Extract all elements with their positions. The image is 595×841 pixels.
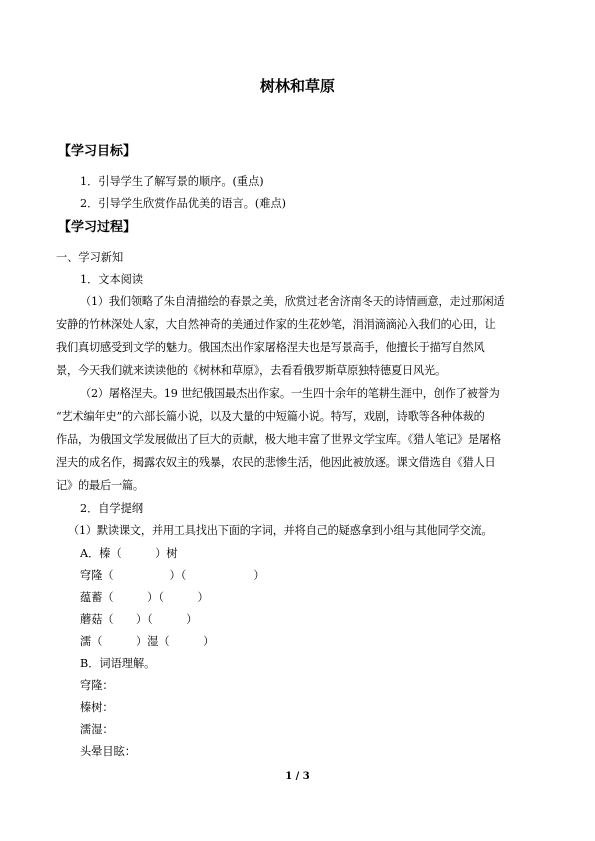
goal-item-1: 1．引导学生了解写景的顺序。(重点): [80, 175, 264, 188]
vocab-item-2: 穹隆（ ）（ ）: [80, 569, 265, 582]
word-meaning-item-4: 头晕目眩：: [80, 745, 136, 758]
paragraph-1-line-2: 安静的竹林深处人家，大自然神奇的美通过作家的生花妙笔，涓涓滴滴沁入我们的心田，让: [56, 318, 496, 331]
process-heading: 【学习过程】: [58, 220, 137, 235]
vocab-item-4: 蘑菇（ ）（ ）: [80, 613, 198, 626]
paragraph-1-line-1: （1）我们领略了朱自清描绘的春景之美，欣赏过老舍济南冬天的诗情画意，走过那闲适: [80, 295, 505, 308]
vocab-item-5: 濡（ ）湿（ ）: [80, 635, 215, 648]
task-1: （1）默读课文，并用工具找出下面的字词，并将自己的疑惑拿到小组与其他同学交流。: [68, 524, 493, 537]
goal-item-2: 2．引导学生欣赏作品优美的语言。(难点): [80, 197, 287, 210]
paragraph-2-line-5: 记》的最后一篇。: [56, 479, 144, 492]
paragraph-1-line-3: 我们真切感受到文学的魅力。俄国杰出作家屠格涅夫也是写景高手，他擅长于描写自然风: [56, 341, 485, 354]
part-1-heading: 一、学习新知: [56, 251, 124, 264]
sub-heading-reading: 1．文本阅读: [80, 273, 144, 286]
vocab-item-3: 蕴蓄（ ）（ ）: [80, 591, 209, 604]
paragraph-2-line-3: 作品，为俄国文学发展做出了巨大的贡献，极大地丰富了世界文学宝库。《猎人笔记》是屠格: [56, 433, 501, 446]
word-meaning-item-3: 濡湿：: [80, 723, 114, 736]
word-meaning-item-2: 榛树：: [80, 701, 114, 714]
paragraph-2-line-2: “艺术编年史”的六部长篇小说，以及大量的中短篇小说。特写，戏剧，诗歌等各种体裁的: [56, 410, 485, 423]
sub-heading-outline: 2．自学提纲: [80, 502, 144, 515]
paragraph-2-line-4: 涅夫的成名作，揭露农奴主的残暴，农民的悲惨生活，他因此被放逐。课文借选自《猎人日: [56, 456, 496, 469]
goals-heading: 【学习目标】: [58, 144, 137, 159]
paragraph-1-line-4: 景，今天我们就来读读他的《树林和草原》，去看看俄罗斯草原独特德夏日风光。: [56, 364, 446, 377]
vocab-item-1: A．榛（ ）树: [80, 547, 178, 560]
page-number: 1 / 3: [285, 771, 310, 782]
word-meaning-heading: B．词语理解。: [80, 657, 156, 670]
word-meaning-item-1: 穹隆：: [80, 679, 114, 692]
paragraph-2-line-1: （2）屠格涅夫。19 世纪俄国最杰出作家。一生四十余年的笔耕生涯中，创作了被誉为: [80, 387, 500, 400]
page-title: 树林和草原: [259, 77, 335, 95]
